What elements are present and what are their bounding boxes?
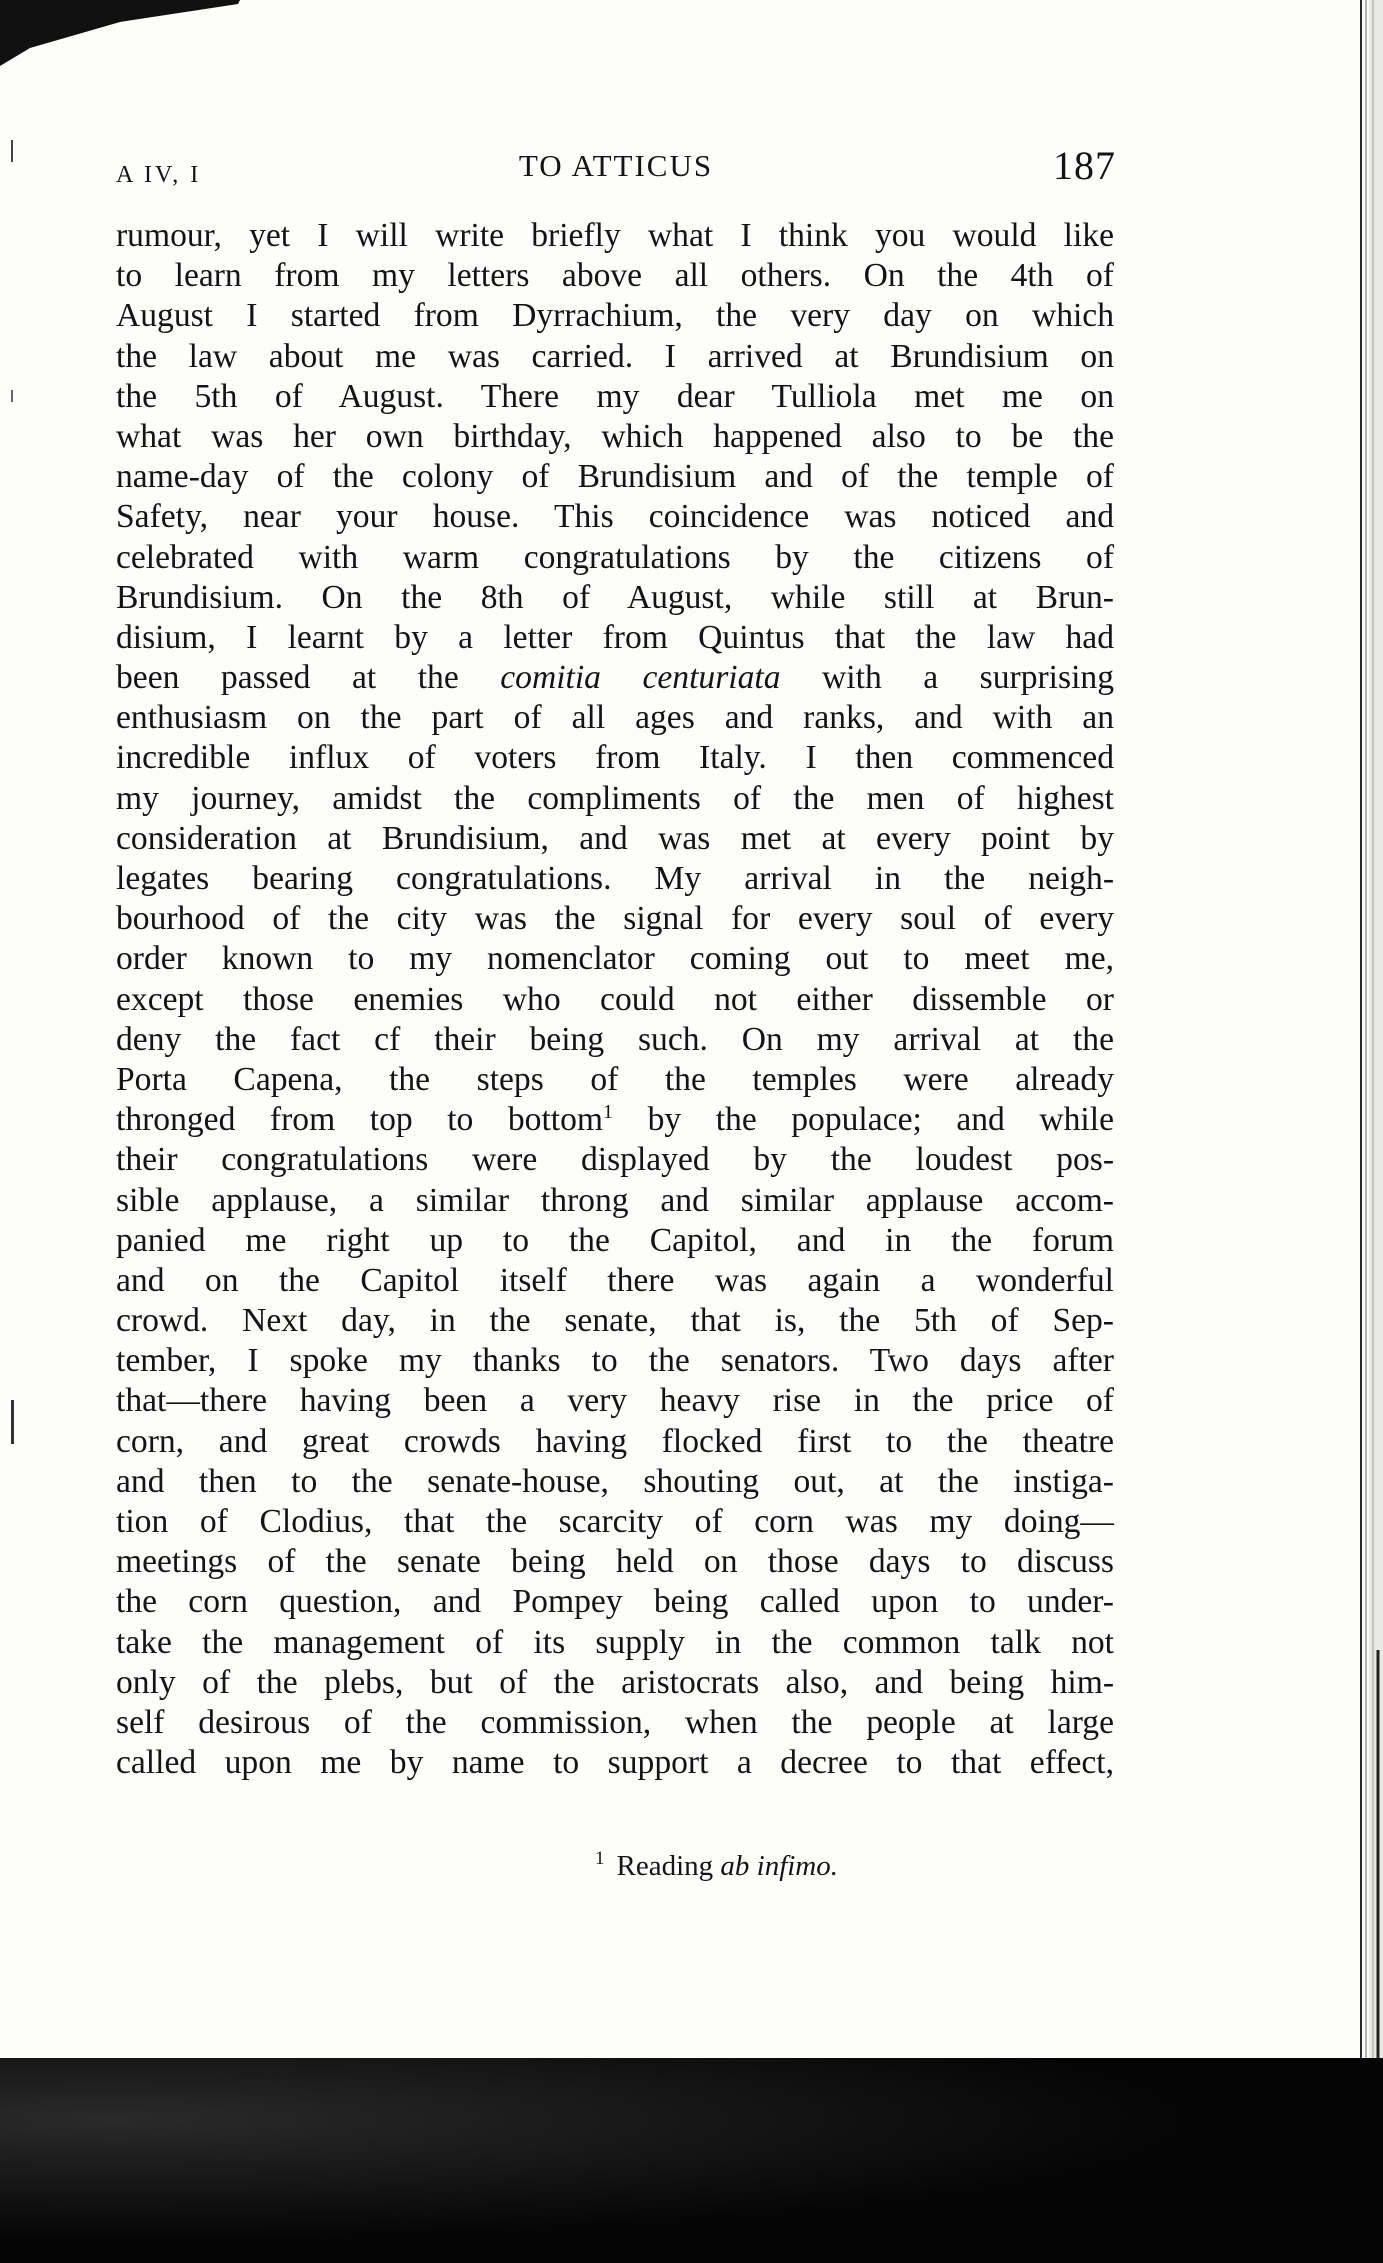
- text-line: crowd. Next day, in the senate, that is, the 5th of Sep-: [116, 1302, 1114, 1340]
- scan-margin-marks: [10, 140, 16, 1860]
- scan-bottom-shadow: [0, 2058, 1383, 2263]
- text-segment: thronged from top to bottom: [116, 1101, 604, 1139]
- running-head: [116, 143, 1116, 198]
- text-line: Safety, near your house. This coincidence was noticed and: [116, 498, 1114, 536]
- footnote-italic: ab infimo.: [720, 1850, 839, 1882]
- section-reference: A IV, I: [116, 162, 202, 188]
- text-line: tember, I spoke my thanks to the senators. Two days after: [116, 1342, 1114, 1380]
- text-line: panied me right up to the Capitol, and in the forum: [116, 1221, 1114, 1259]
- text-segment: by the populace; and while: [613, 1101, 1114, 1139]
- text-line: Porta Capena, the steps of the temples were already: [116, 1060, 1114, 1098]
- scan-edge-shadow: [0, 0, 240, 70]
- text-line: August I started from Dyrrachium, the very day on which: [116, 297, 1114, 335]
- text-line: bourhood of the city was the signal for every soul of every: [116, 900, 1114, 938]
- text-line: celebrated with warm congratulations by the citizens of: [116, 538, 1114, 576]
- text-line: deny the fact cf their being such. On my arrival at the: [116, 1020, 1114, 1058]
- text-line: what was her own birthday, which happened also to be the: [116, 417, 1114, 455]
- text-line: [116, 658, 1114, 698]
- text-segment: been passed at the: [116, 659, 501, 697]
- text-line: legates bearing congratulations. My arrival in the neigh-: [116, 860, 1114, 897]
- text-line: my journey, amidst the compliments of the men of highest: [116, 779, 1114, 817]
- text-line: sible applause, a similar throng and similar applause accom-: [116, 1181, 1114, 1219]
- text-line: to learn from my letters above all others. On the 4th of: [116, 257, 1114, 295]
- text-line: corn, and great crowds having flocked first to the theatre: [116, 1422, 1114, 1460]
- footnote: [0, 1848, 1383, 1883]
- text-line: take the management of its supply in the common talk not: [116, 1623, 1114, 1661]
- page-title: TO ATTICUS: [518, 148, 714, 183]
- text-line: consideration at Brundisium, and was met at every point by: [116, 819, 1114, 857]
- footnote-number: 1: [594, 1848, 605, 1869]
- text-line: enthusiasm on the part of all ages and ranks, and with an: [116, 699, 1114, 737]
- text-line: disium, I learnt by a letter from Quintus that the law had: [116, 618, 1114, 656]
- text-line: only of the plebs, but of the aristocrats also, and being him-: [116, 1663, 1114, 1701]
- text-line: the law about me was carried. I arrived at Brundisium on: [116, 337, 1114, 375]
- text-line: [116, 1100, 1114, 1140]
- text-line: Brundisium. On the 8th of August, while still at Brun-: [116, 578, 1114, 616]
- text-line: tion of Clodius, that the scarcity of corn was my doing—: [116, 1503, 1114, 1540]
- text-line: except those enemies who could not either dissemble or: [116, 980, 1114, 1018]
- text-line: the corn question, and Pompey being called upon to under-: [116, 1583, 1114, 1621]
- text-line: self desirous of the commission, when the people at large: [116, 1703, 1114, 1741]
- text-line: name-day of the colony of Brundisium and of the temple of: [116, 458, 1114, 496]
- italic-phrase: comitia centuriata: [500, 659, 781, 697]
- text-line: rumour, yet I will write briefly what I think you would like: [116, 217, 1114, 254]
- text-line: incredible influx of voters from Italy. I then commenced: [116, 739, 1114, 777]
- text-line: called upon me by name to support a decree to that effect,: [116, 1744, 1114, 1782]
- text-line: order known to my nomenclator coming out to meet me,: [116, 940, 1114, 978]
- text-line: and then to the senate-house, shouting out, at the instiga-: [116, 1462, 1114, 1500]
- text-line: and on the Capitol itself there was again a wonderful: [116, 1261, 1114, 1299]
- footnote-text: Reading: [616, 1850, 721, 1882]
- page-number: 187: [1053, 143, 1116, 188]
- text-line: meetings of the senate being held on those days to discuss: [116, 1543, 1114, 1581]
- text-segment: with a surprising: [780, 659, 1114, 697]
- page-edge: [1325, 0, 1383, 2058]
- text-line: the 5th of August. There my dear Tulliola met me on: [116, 377, 1114, 415]
- text-line: their congratulations were displayed by the loudest pos-: [116, 1141, 1114, 1179]
- text-line: that—there having been a very heavy rise in the price of: [116, 1382, 1114, 1420]
- footnote-reference: 1: [603, 1101, 614, 1124]
- body-text: [116, 216, 1114, 1783]
